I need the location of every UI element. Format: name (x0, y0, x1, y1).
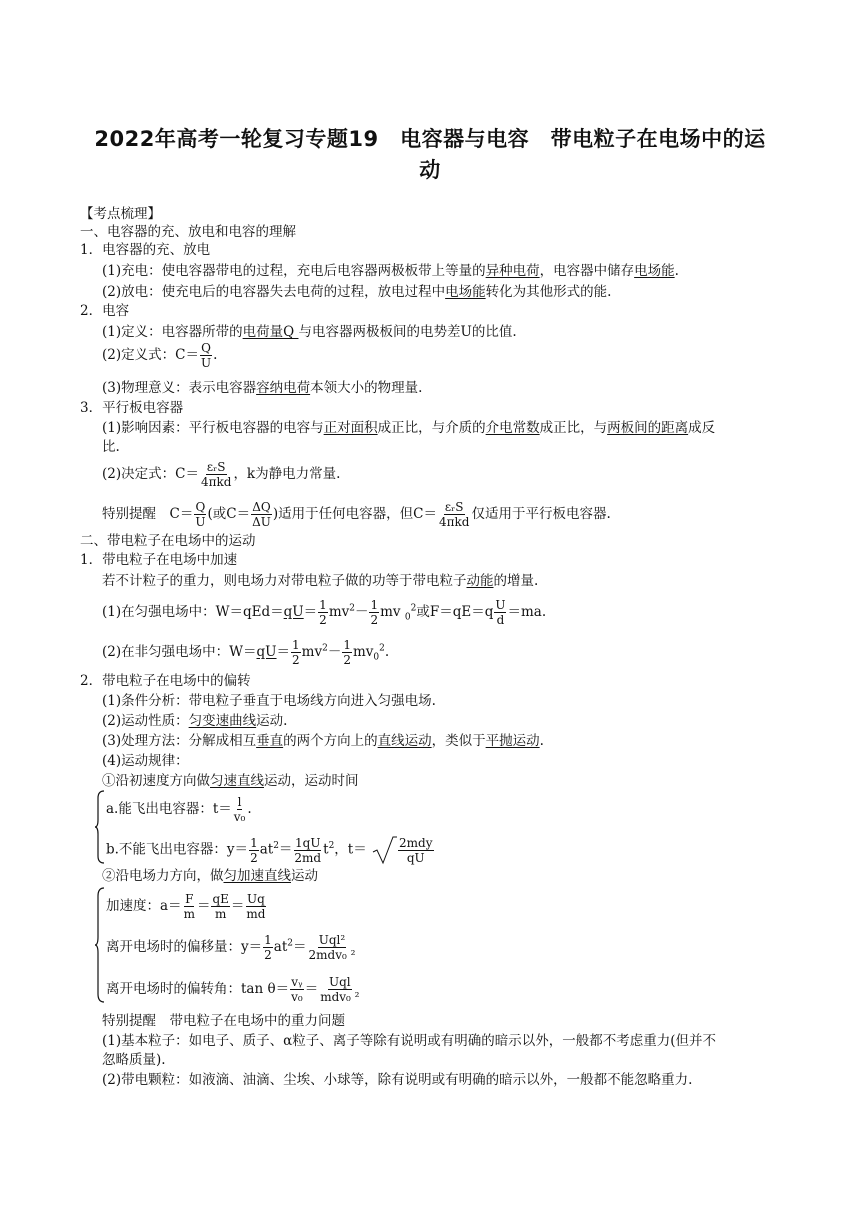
title-line-2: 动 (419, 158, 441, 182)
item-method: (3)处理方法：分解成相互垂直的两个方向上的直线运动，类似于平抛运动. (102, 733, 544, 749)
item-physical-meaning: (3)物理意义：表示电容器容纳电荷本领大小的物理量. (102, 380, 423, 396)
section-heading-1: 一、电容器的充、放电和电容的理解 (80, 224, 296, 240)
item-basic-particles-cont: 忽略质量). (102, 1052, 166, 1068)
item-factors: (1)影响因素：平行板电容器的电容与正对面积成正比，与介质的介电常数成正比，与两板间的距离成反 (102, 420, 716, 436)
section-kaodian: 【考点梳理】 (80, 206, 161, 222)
section-heading-2: 二、带电粒子在电场中的运动 (80, 533, 256, 549)
left-brace-icon-2 (94, 887, 106, 1003)
item-definition: (1)定义：电容器所带的电荷量Q 与电容器两极板间的电势差U的比值. (102, 324, 517, 340)
item-decision-formula: (2)决定式：C＝ εᵣS 4πkd ，k为静电力常量. (102, 460, 341, 489)
title-line-1: 2022年高考一轮复习专题19 电容器与电容 带电粒子在电场中的运 (94, 127, 766, 151)
item-factors-cont: 比. (102, 439, 120, 455)
item-motion-law: (4)运动规律： (102, 753, 189, 769)
item-initial-direction: ①沿初速度方向做匀速直线运动，运动时间 (102, 773, 359, 789)
formula-nonuniform-field: (2)在非匀强电场中：W＝qU＝ $\frac{1}{2}$ $mv^2-$ $\frac{1}{2}$ $mv_0^2$. (102, 638, 390, 667)
item-basic-particles: (1)基本粒子：如电子、质子、α粒子、离子等除有说明或有明确的暗示以外，一般都不考虑重力(但并不 (102, 1033, 717, 1049)
item-charging: (1)充电：使电容器带电的过程，充电后电容器两极板带上等量的异种电荷，电容器中储存电场能. (102, 263, 679, 279)
item-charged-particles: (2)带电颗粒：如液滴、油滴、尘埃、小球等，除有说明或有明确的暗示以外，一般都不能忽略重力. (102, 1072, 693, 1088)
formula-deflection-angle: 离开电场时的偏转角：tan θ＝ $\frac{\text{vᵧ}}{\text{v₀}}$ ＝ Uql mdv₀ ² (106, 975, 360, 1004)
heading-acceleration: 1．带电粒子在电场中加速 (80, 552, 238, 568)
heading-deflection: 2．带电粒子在电场中的偏转 (80, 673, 251, 689)
item-acceleration-intro: 若不计粒子的重力，则电场力对带电粒子做的功等于带电粒子动能的增量. (102, 573, 539, 589)
formula-offset: 离开电场时的偏移量：y＝ $\frac{1}{2}$ $at^2=$ Uql² 2mdv₀ ² (106, 933, 356, 962)
formula-uniform-field: (1)在匀强电场中：W＝qEd＝qU＝ $\frac{1}{2}$ $mv^2-$ $\frac{1}{2}$ mv $_0^2$或F＝qE＝q $\frac{U}{d}$ ＝ma. (102, 598, 547, 627)
heading-capacitance: 2．电容 (80, 303, 130, 319)
page-title (60, 124, 800, 186)
item-discharging: (2)放电：使充电后的电容器失去电荷的过程，放电过程中电场能转化为其他形式的能. (102, 284, 612, 300)
formula-escape-time: a.能飞出电容器：t＝ $\frac{l}{\text{v₀}}$ . (106, 795, 252, 824)
item-definition-formula: (2)定义式：C＝ $\frac{Q}{U}$ . (102, 341, 218, 370)
item-motion-nature: (2)运动性质：匀变速曲线运动. (102, 713, 288, 729)
left-brace-icon (94, 790, 106, 864)
note-gravity: 特别提醒 带电粒子在电场中的重力问题 (102, 1013, 345, 1029)
note-capacitance: 特别提醒 C＝ $\frac{Q}{U}$ (或C＝ $\frac{\Delta Q}{\Delta U}$ )适用于任何电容器，但C＝ εᵣS 4πkd 仅适用于平行板电容器. (102, 500, 611, 529)
item-condition: (1)条件分析：带电粒子垂直于电场线方向进入匀强电场. (102, 693, 436, 709)
heading-charge-discharge: 1．电容器的充、放电 (80, 242, 211, 258)
formula-no-escape: b.不能飞出电容器：y＝ $\frac{1}{2}$ $at^2=$ $\frac{1qU}{2md}$ $t^2$，t＝ 2mdy qU (106, 835, 433, 865)
sqrt-icon (371, 835, 397, 865)
formula-acceleration: 加速度：a＝ $\frac{F}{m}$ ＝ $\frac{qE}{m}$ ＝ $\frac{Uq}{md}$ (106, 892, 266, 921)
item-field-direction: ②沿电场力方向，做匀加速直线运动 (102, 868, 318, 884)
heading-parallel-plate: 3．平行板电容器 (80, 400, 184, 416)
